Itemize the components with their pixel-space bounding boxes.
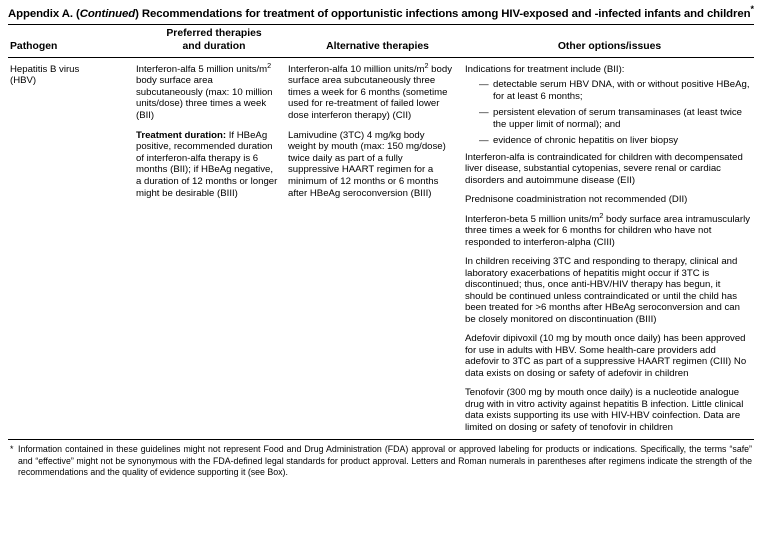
column-header-alternative-therapies: Alternative therapies <box>326 41 429 52</box>
other-paragraph-prednisone: Prednisone coadministration not recommended (DII) <box>465 194 688 206</box>
table-header-row <box>8 25 754 56</box>
title-suffix: ) Recommendations for treatment of opportunistic infections among HIV-exposed and -infected infants and children <box>135 8 751 20</box>
footnote-marker: * <box>10 444 14 455</box>
alternative-interferon-superscript: 2 <box>424 60 429 70</box>
list-item <box>465 135 750 147</box>
cell-alternative-therapies <box>288 60 463 200</box>
dash-icon: — <box>479 79 489 91</box>
pathogen-name <box>10 64 136 87</box>
preferred-paragraph-duration <box>136 130 280 200</box>
other-paragraph-contraindicated: Interferon-alfa is contraindicated for children with decompensated liver disease, substantial cytopenias, severe renal or cardiac disorders and autoimmune disease (EII) <box>465 151 743 186</box>
column-header-preferred-line1: Preferred therapies <box>166 28 262 40</box>
preferred-paragraph-interferon <box>136 60 280 122</box>
cell-preferred-therapies <box>136 60 288 200</box>
footnote-text: Information contained in these guidelines might not represent Food and Drug Administration (FDA) approval or approved labeling for products or indications. Specifically, the terms “safe” and “effective” might not be synonymous with the FDA-defined legal standards for product approval. Letters and Roman numerals in parentheses after regimens indicate the strength of the recommendations and the quality of evidence supporting it (see Box). <box>18 444 752 477</box>
alternative-interferon-text-a: Interferon-alfa 10 million units/m <box>288 63 425 75</box>
interferon-beta-superscript: 2 <box>599 210 604 220</box>
pathogen-text <box>10 64 136 87</box>
interferon-beta-text-a: Interferon-beta 5 million units/m <box>465 213 600 225</box>
list-item <box>465 107 750 130</box>
dash-icon: — <box>479 107 489 119</box>
title-prefix: Appendix A. ( <box>8 8 80 20</box>
alternative-interferon-text-b: body surface area subcutaneously three times a week for 6 months (sometime used for re-treatment of failed lower dose interferon therapy) (CII) <box>288 63 452 121</box>
preferred-interferon-text-b: body surface area subcutaneously (max: 10 million units/dose) three times a week (BII) <box>136 75 273 121</box>
indications-list <box>465 79 750 147</box>
indications-intro: Indications for treatment include (BII): <box>465 63 625 75</box>
title-footnote-marker: * <box>750 4 754 15</box>
other-paragraph-tenofovir: Tenofovir (300 mg by mouth once daily) is a nucleotide analogue drug with in vitro activity against hepatitis B infection. Little clinical data exists supporting its use with HIV-HBV coinfection. Data are limited on dosing or safety of tenofovir in children <box>465 387 744 433</box>
dash-icon: — <box>479 135 489 147</box>
column-header-pathogen: Pathogen <box>10 41 58 52</box>
alternative-paragraph-interferon <box>288 60 453 122</box>
preferred-interferon-superscript: 2 <box>267 60 272 70</box>
cell-other-options <box>463 64 754 434</box>
column-header-preferred-line2: and duration <box>182 41 246 52</box>
list-item-label: persistent elevation of serum transaminases (at least twice the upper limit of normal); and <box>493 107 743 130</box>
preferred-duration-text: If HBeAg positive, recommended duration of interferon-alfa therapy is 6 months (BII); if HBeAg negative, a duration of 12 months or longer might be desirable (BIII) <box>136 129 278 199</box>
cell-pathogen <box>8 64 136 87</box>
pathogen-name-line1: Hepatitis B virus <box>10 63 80 75</box>
list-item-label: detectable serum HBV DNA, with or without positive HBeAg, for at least 6 months; <box>493 79 750 102</box>
list-item-label: evidence of chronic hepatitis on liver biopsy <box>493 135 679 147</box>
table-row <box>8 58 754 434</box>
other-paragraph-interferon-beta <box>465 210 751 249</box>
column-header-preferred-therapies <box>138 28 290 53</box>
column-header-other-options: Other options/issues <box>557 41 662 52</box>
other-paragraph-3tc: In children receiving 3TC and responding to therapy, clinical and laboratory exacerbations of hepatitis might occur if 3TC is discontinued; thus, once anti-HBV/HIV therapy has begun, it should be continued unless contraindicated or until the child has been treated for >6 months after HBeAg seroconversion and can be closely monitored on discontinuation (BIII) <box>465 256 740 325</box>
other-paragraph-adefovir: Adefovir dipivoxil (10 mg by mouth once daily) has been approved for use in adults with HBV. Some health-care providers add adefovir to 3TC as part of a suppressive HAART regimen (CIII) No data exists on dosing or safety of adefovir in children <box>465 333 747 379</box>
footnote <box>8 440 754 478</box>
interferon-beta-text-b: body surface area intramuscularly three times a week for 6 months for children who have not responded to interferon-alpha (CIII) <box>465 213 751 248</box>
preferred-interferon-text-a: Interferon-alfa 5 million units/m <box>136 63 268 75</box>
alternative-paragraph-lamivudine: Lamivudine (3TC) 4 mg/kg body weight by mouth (max: 150 mg/dose) twice daily as part of a fully suppressive HAART regimen for a minimum of 12 months or 6 months after HBeAg seroconversion (BIII) <box>288 129 446 199</box>
page-title <box>8 4 754 21</box>
preferred-duration-label: Treatment duration: <box>136 129 227 141</box>
title-continued-italic: Continued <box>79 8 136 20</box>
list-item <box>465 79 750 102</box>
pathogen-abbreviation: (HBV) <box>10 75 37 87</box>
